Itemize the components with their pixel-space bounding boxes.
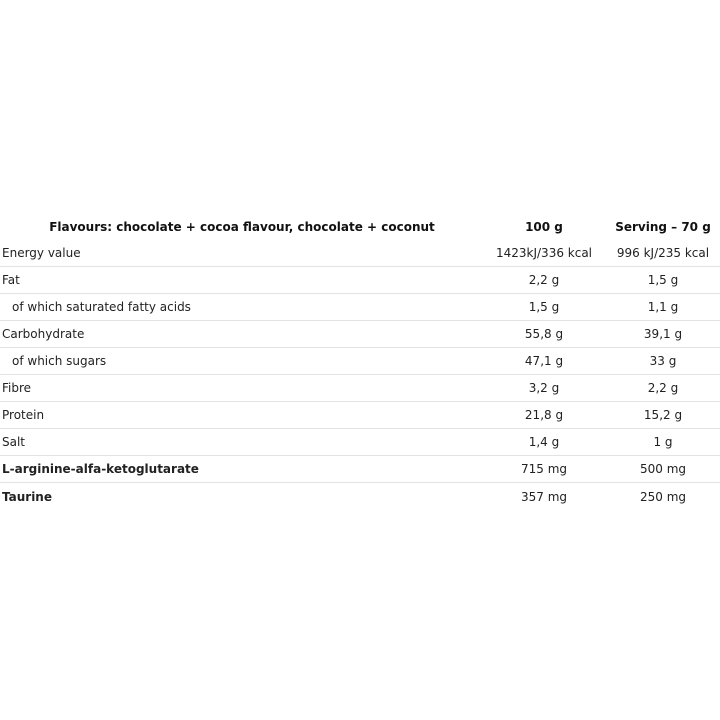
value-per-100g: 1,4 g [528,435,560,449]
value-per-serving: 2,2 g [647,381,679,395]
value-per-serving: 1 g [653,435,673,449]
table-row-saturated-fat [0,294,720,321]
table-row-sugars [0,348,720,375]
per-100g-header: 100 g [525,220,563,234]
flavours-header: Flavours: chocolate + cocoa flavour, chocolate + coconut [49,220,435,234]
nutrient-name: of which sugars [12,354,107,368]
value-per-serving: 33 g [649,354,677,368]
value-per-100g: 715 mg [520,462,568,476]
table-row-taurine [0,483,720,510]
nutrient-name: Carbohydrate [2,327,85,341]
nutrient-name: Fibre [2,381,32,395]
nutrition-table [0,214,720,510]
value-per-serving: 1,5 g [647,273,679,287]
value-per-100g: 357 mg [520,489,568,504]
nutrient-name: Salt [2,435,26,449]
table-row-carbohydrate [0,321,720,348]
nutrient-name: L-arginine-alfa-ketoglutarate [2,462,199,476]
nutrient-name: of which saturated fatty acids [12,300,191,314]
value-per-100g: 21,8 g [524,408,564,422]
per-serving-header: Serving – 70 g [615,220,711,234]
value-per-serving: 996 kJ/235 kcal [616,246,710,260]
table-row-protein [0,402,720,429]
value-per-serving: 250 mg [639,489,687,504]
value-per-serving: 15,2 g [643,408,683,422]
value-per-100g: 55,8 g [524,327,564,341]
table-header-row [0,214,720,240]
table-row-fat [0,267,720,294]
nutrient-name: Taurine [2,489,52,504]
table-row-energy [0,240,720,267]
value-per-100g: 2,2 g [528,273,560,287]
nutrient-name: Fat [2,273,20,287]
value-per-100g: 47,1 g [524,354,564,368]
nutrient-name: Protein [2,408,45,422]
value-per-serving: 500 mg [639,462,687,476]
value-per-100g: 1423kJ/336 kcal [495,246,593,260]
table-row-arginine [0,456,720,483]
table-row-fibre [0,375,720,402]
value-per-100g: 1,5 g [528,300,560,314]
value-per-100g: 3,2 g [528,381,560,395]
table-row-salt [0,429,720,456]
value-per-serving: 39,1 g [643,327,683,341]
nutrient-name: Energy value [2,246,81,260]
value-per-serving: 1,1 g [647,300,679,314]
